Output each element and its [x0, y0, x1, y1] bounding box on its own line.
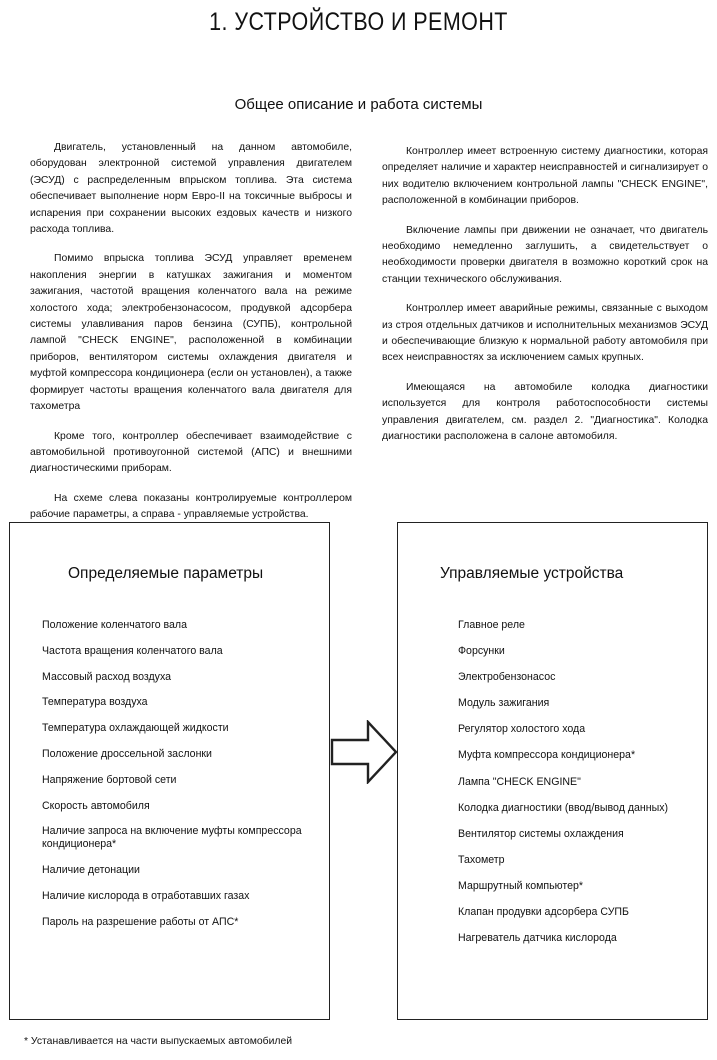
right-text-column	[382, 144, 708, 459]
list-item: Температура охлаждающей жидкости	[42, 722, 229, 735]
list-item: Лампа "CHECK ENGINE"	[458, 775, 581, 788]
box-title: Управляемые устройства	[440, 565, 624, 582]
chapter-title: 1. УСТРОЙСТВО И РЕМОНТ	[209, 8, 508, 36]
list-item: Частота вращения коленчатого вала	[42, 644, 223, 657]
controlled-devices-box	[397, 522, 708, 1020]
measured-parameters-box	[9, 522, 330, 1020]
list-item: Вентилятор системы охлаждения	[458, 827, 624, 840]
list-item: Электробензонасос	[458, 671, 556, 684]
right-arrow-icon	[330, 720, 398, 784]
list-item: Температура воздуха	[42, 696, 148, 709]
section-title: Общее описание и работа системы	[234, 96, 483, 113]
list-item: Наличие запроса на включение муфты компрессора кондиционера*	[42, 825, 302, 851]
left-text-column	[30, 140, 352, 537]
list-item: Муфта компрессора кондиционера*	[458, 749, 636, 762]
parameter-list	[42, 619, 322, 942]
paragraph: Помимо впрыска топлива ЭСУД управляет временем накопления энергии в катушках зажигания и моментом зажигания, частотой вращения коленчатого вала на режиме холостого хода; электробензонасосом, продувкой адсорбера системы улавливания паров бензина (СУПБ), контрольной лампой "CHECK ENGINE", расположенной в комбинации приборов, вентилятором системы охлаждения двигателя и муфтой компрессора кондиционера (если он установлен), а также формирует частоты вращения коленчатого вала двигателя для тахометра	[30, 253, 352, 413]
list-item: Маршрутный компьютер*	[458, 879, 584, 892]
list-item: Скорость автомобиля	[42, 799, 150, 812]
list-item: Наличие детонации	[42, 864, 140, 877]
paragraph: Кроме того, контроллер обеспечивает взаимодействие с автомобильной противоугонной системой (АПС) и внешними диагностическими приборам.	[30, 430, 352, 475]
paragraph: Включение лампы при движении не означает, что двигатель необходимо немедленно заглушить, а свидетельствует о необходимости проверки двигателя в возможно короткий срок на станции технического обслуживания.	[382, 224, 708, 285]
paragraph: Контроллер имеет встроенную систему диагностики, которая определяет наличие и характер неисправностей и сигнализирует о них водителю включением контрольной лампы "CHECK ENGINE", расположенной в комбинации приборов.	[382, 146, 708, 207]
paragraph: Контроллер имеет аварийные режимы, связанные с выходом из строя отдельных датчиков и исполнительных механизмов ЭСУД и обеспечивающие близкую к нормальной работу автомобиля при всех неисправностях за исключением самых крупных.	[382, 303, 708, 364]
device-list	[458, 619, 698, 958]
list-item: Напряжение бортовой сети	[42, 773, 177, 786]
list-item: Наличие кислорода в отработавших газах	[42, 889, 250, 902]
list-item: Модуль зажигания	[458, 697, 550, 710]
list-item: Тахометр	[458, 853, 505, 866]
list-item: Форсунки	[458, 645, 505, 658]
list-item: Колодка диагностики (ввод/вывод данных)	[458, 801, 669, 814]
list-item: Нагреватель датчика кислорода	[458, 932, 617, 945]
list-item: Регулятор холостого хода	[458, 723, 586, 736]
list-item: Массовый расход воздуха	[42, 670, 172, 683]
box-title: Определяемые параметры	[68, 565, 264, 582]
paragraph: Двигатель, установленный на данном автомобиле, оборудован электронной системой управления двигателем (ЭСУД) с распределенным впрыском топлива. Эта система обеспечивает выполнение норм Евро-II на токсичные выбросы и испарения при сохранении высоких ездовых качеств и низкого расхода топлива.	[30, 142, 352, 236]
paragraph: На схеме слева показаны контролируемые контроллером рабочие параметры, а справа - управляемые устройства.	[30, 492, 352, 521]
list-item: Пароль на разрешение работы от АПС*	[42, 915, 239, 928]
paragraph: Имеющаяся на автомобиле колодка диагностики используется для контроля работоспособности системы управления двигателем, см. раздел 2. "Диагностика". Колодка диагностики расположена в салоне автомобиля.	[382, 381, 708, 443]
list-item: Положение коленчатого вала	[42, 619, 188, 631]
list-item: Клапан продувки адсорбера СУПБ	[458, 906, 629, 919]
list-item: Положение дроссельной заслонки	[42, 747, 212, 760]
list-item: Главное реле	[458, 619, 525, 631]
footnote: * Устанавливается на части выпускаемых автомобилей	[24, 1036, 293, 1047]
